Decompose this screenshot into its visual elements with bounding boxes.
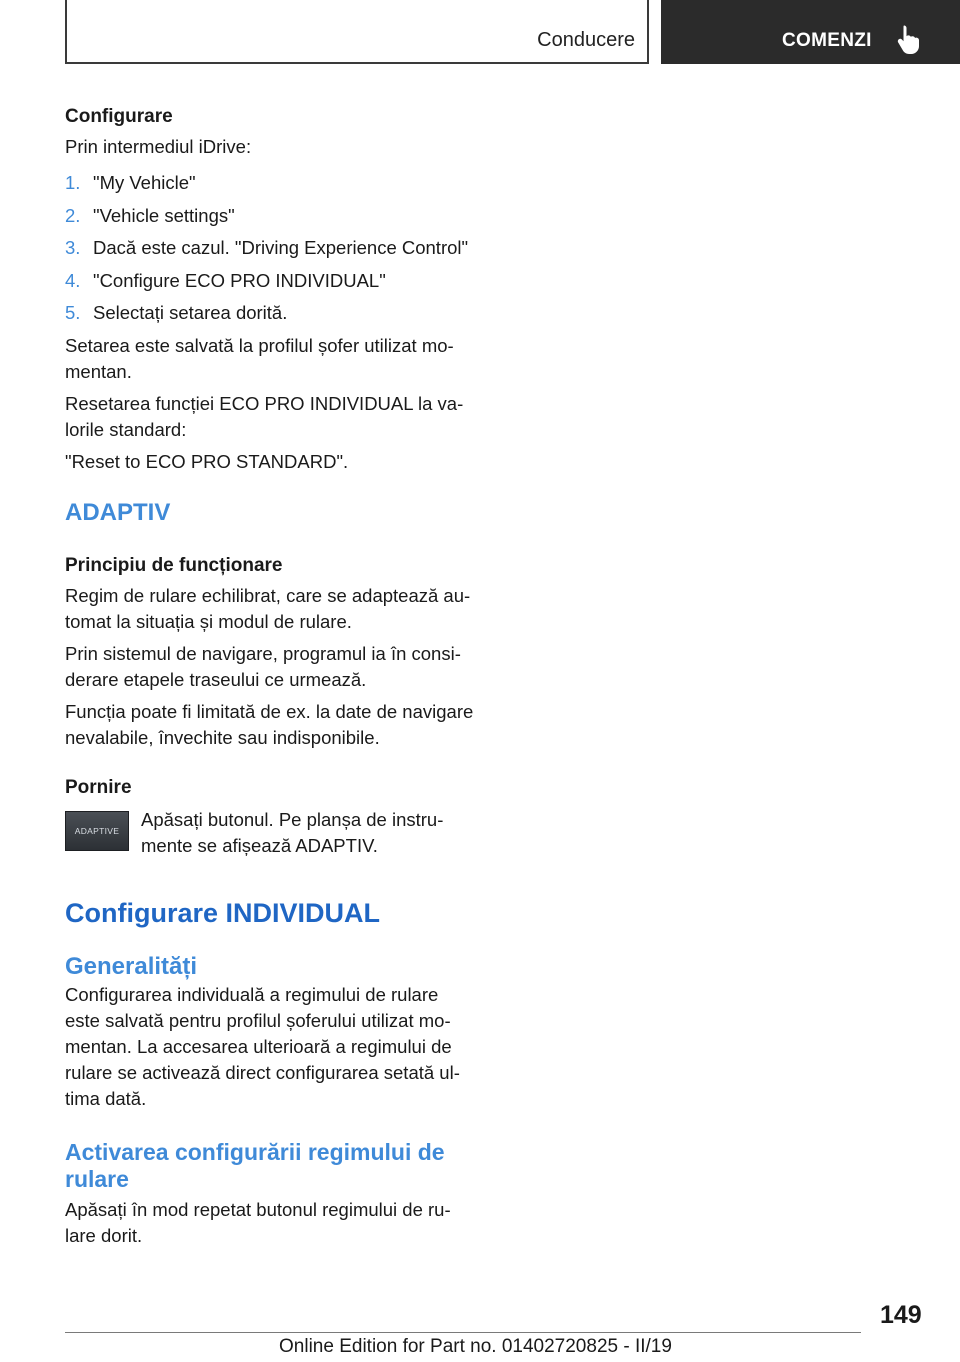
footer-divider — [65, 1332, 861, 1333]
general-heading: Generalități — [65, 953, 198, 980]
adaptive-button-label: ADAPTIVE — [74, 826, 120, 836]
section-tab — [65, 0, 649, 64]
step-text: Dacă este cazul. "Driving Experience Control" — [93, 237, 469, 258]
adaptiv-heading: ADAPTIV — [65, 499, 171, 526]
paragraph-line: tomat la situația și modul de rulare. — [65, 611, 352, 632]
list-item — [65, 203, 485, 229]
step-text: "Vehicle settings" — [93, 204, 235, 226]
step-text: "My Vehicle" — [93, 172, 196, 193]
paragraph-line: mentan. La accesarea ulterioară a regimului de — [65, 1036, 452, 1057]
step-number: 3. — [65, 237, 81, 258]
reset-value: "Reset to ECO PRO STANDARD". — [65, 450, 349, 472]
list-item — [65, 300, 485, 326]
activate-paragraph — [65, 1197, 485, 1249]
paragraph-line: Apăsați în mod repetat butonul regimului de ru- — [65, 1199, 451, 1220]
list-item — [65, 235, 485, 261]
list-item — [65, 170, 485, 196]
step-number: 5. — [65, 302, 81, 323]
paragraph-line: tima dată. — [65, 1088, 147, 1109]
paragraph-line: Funcția poate fi limitată de ex. la date de navigare — [65, 701, 474, 722]
general-paragraph — [65, 982, 485, 1112]
adaptiv-paragraph — [65, 699, 485, 751]
reset-note — [65, 391, 485, 443]
adaptiv-paragraph — [65, 641, 485, 693]
list-item — [65, 268, 485, 294]
chapter-label: COMENZI — [782, 30, 872, 51]
heading-line: rulare — [65, 1166, 129, 1192]
saved-note — [65, 333, 485, 385]
saved-note-line: mentan. — [65, 360, 132, 382]
step-text: "Configure ECO PRO INDIVIDUAL" — [93, 269, 386, 291]
saved-note-line: Setarea este salvată la profilul șofer utilizat mo- — [65, 334, 454, 356]
paragraph-line: Configurarea individuală a regimului de rulare — [65, 984, 439, 1005]
activate-heading — [65, 1139, 485, 1193]
start-text-line: Apăsați butonul. Pe planșa de instru- — [141, 809, 444, 830]
adaptiv-paragraph — [65, 583, 485, 635]
paragraph-line: lare dorit. — [65, 1225, 143, 1246]
paragraph-line: nevalabile, învechite sau indisponibile. — [65, 727, 380, 748]
configurare-intro: Prin intermediul iDrive: — [65, 136, 252, 157]
reset-note-line: Resetarea funcției ECO PRO INDIVIDUAL la va- — [65, 392, 464, 414]
step-number: 2. — [65, 204, 81, 226]
configurare-heading: Configurare — [65, 106, 173, 127]
paragraph-line: Prin sistemul de navigare, programul ia în consi- — [65, 643, 461, 664]
paragraph-line: rulare se activează direct configurarea setată ul- — [65, 1062, 460, 1083]
step-number: 1. — [65, 172, 81, 193]
paragraph-line: este salvată pentru profilul șoferului utilizat mo- — [65, 1010, 451, 1031]
configurare-steps — [65, 170, 485, 326]
start-heading: Pornire — [65, 777, 132, 798]
step-text: Selectați setarea dorită. — [93, 302, 288, 323]
start-row — [65, 807, 485, 865]
pointing-hand-icon — [896, 24, 920, 54]
individual-heading: Configurare INDIVIDUAL — [65, 898, 381, 928]
paragraph-line: Regim de rulare echilibrat, care se adaptează au- — [65, 585, 471, 606]
principle-heading: Principiu de funcționare — [65, 555, 283, 576]
heading-line: Activarea configurării regimului de — [65, 1139, 445, 1165]
step-number: 4. — [65, 269, 81, 291]
paragraph-line: derare etapele traseului ce urmează. — [65, 669, 367, 690]
edition-note: Online Edition for Part no. 01402720825 - II/19 — [279, 1336, 672, 1357]
page-number: 149 — [880, 1301, 922, 1329]
reset-note-line: lorile standard: — [65, 418, 187, 440]
start-text — [141, 807, 443, 859]
adaptive-button[interactable] — [65, 811, 129, 851]
start-text-line: mente se afișează ADAPTIV. — [141, 835, 378, 856]
section-label: Conducere — [537, 29, 635, 51]
